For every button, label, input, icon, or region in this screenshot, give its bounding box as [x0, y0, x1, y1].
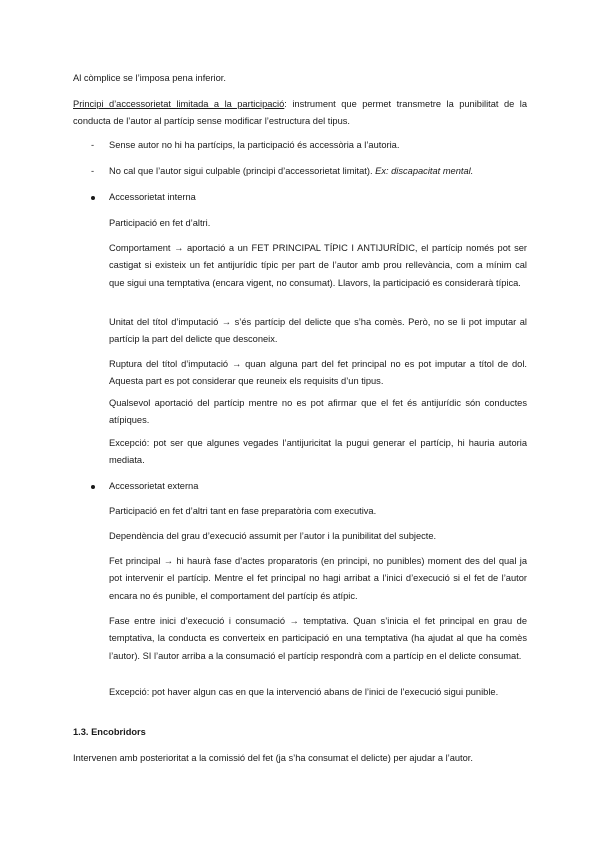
bullet-icon — [91, 485, 95, 489]
external-paragraph-4: Fase entre inici d’execució i consumació → temptativa. Quan s’inicia el fet principal en grau de temptativa, la conducta es converteix en participació en una temptativa (ha ajudat al que ha comès l’autor). SI l’autor arriba a la consumació el partícip respondrà com a partícip en el delicte consumat. — [109, 616, 527, 661]
external-heading: Accessorietat externa — [109, 481, 199, 491]
dash-marker: - — [91, 140, 95, 150]
example-text: Ex: discapacitat mental. — [375, 166, 474, 176]
external-paragraph-5: Excepció: pot haver algun cas en que la intervenció abans de l’inici de l’execució sigui punible. — [109, 687, 499, 697]
internal-paragraph-2: Comportament → aportació a un FET PRINCIPAL TÍPIC I ANTIJURÍDIC, el partícip només pot ser castigat si existeix un fet antijurídic típic per part de l’autor amb prou rellevància, com a mínim cal que sigui una temptativa (encara vigent, no consumat). Llavors, la participació es considerarà típica. — [109, 243, 527, 288]
internal-paragraph-4: Ruptura del títol d’imputació → quan alguna part del fet principal no es pot imputar a títol de dol. Aquesta part es pot considerar que reuneix els requisits d’un tipus. — [109, 359, 527, 387]
dash-item-1: Sense autor no hi ha partícips, la participació és accessòria a l’autoria. — [109, 140, 400, 150]
section-heading: 1.3. Encobridors — [73, 727, 146, 737]
external-paragraph-2: Dependència del grau d’execució assumit per l’autor i la punibilitat del subjecte. — [109, 531, 437, 541]
internal-paragraph-3: Unitat del títol d’imputació → s’és partícip del delicte que s’ha comès. Però, no se li pot imputar al partícip la part del delicte que desconeix. — [109, 317, 527, 345]
external-paragraph-3: Fet principal → hi haurà fase d’actes proparatoris (en principi, no punibles) moment des del qual ja pot intervenir el partícip. Mentre el fet principal no hagi arribat a l’inici d’execució si el fet de l’autor encara no és punible, el comportament del partícip és atípic. — [109, 556, 527, 601]
principle-colon: : — [284, 99, 287, 109]
internal-paragraph-5: Qualsevol aportació del partícip mentre no es pot afirmar que el fet és antijurídic són conductes atípiques. — [109, 398, 527, 426]
principle-paragraph — [73, 96, 527, 131]
dash-item-2-text: No cal que l’autor sigui culpable (principi d’accessorietat limitat). — [109, 166, 376, 176]
internal-paragraph-1: Participació en fet d’altri. — [109, 218, 211, 228]
principle-text: instrument que permet transmetre la punibilitat de la conducta de l’autor al partícip sense modificar l’estructura del tipus. — [73, 99, 527, 127]
principle-title: Principi d’accessorietat limitada a la participació — [73, 99, 285, 109]
section-text: Intervenen amb posterioritat a la comissió del fet (ja s’ha consumat el delicte) per ajudar a l’autor. — [73, 753, 473, 763]
bullet-icon — [91, 196, 95, 200]
internal-paragraph-6: Excepció: pot ser que algunes vegades l’antijuricitat la pugui generar el partícip, hi hauria autoria mediata. — [109, 438, 527, 466]
external-paragraph-1: Participació en fet d’altri tant en fase preparatòria com executiva. — [109, 506, 377, 516]
intro-line: Al còmplice se l’imposa pena inferior. — [73, 73, 226, 83]
dash-marker: - — [91, 166, 95, 176]
internal-heading: Accessorietat interna — [109, 192, 196, 202]
dash-item-2 — [109, 163, 473, 180]
